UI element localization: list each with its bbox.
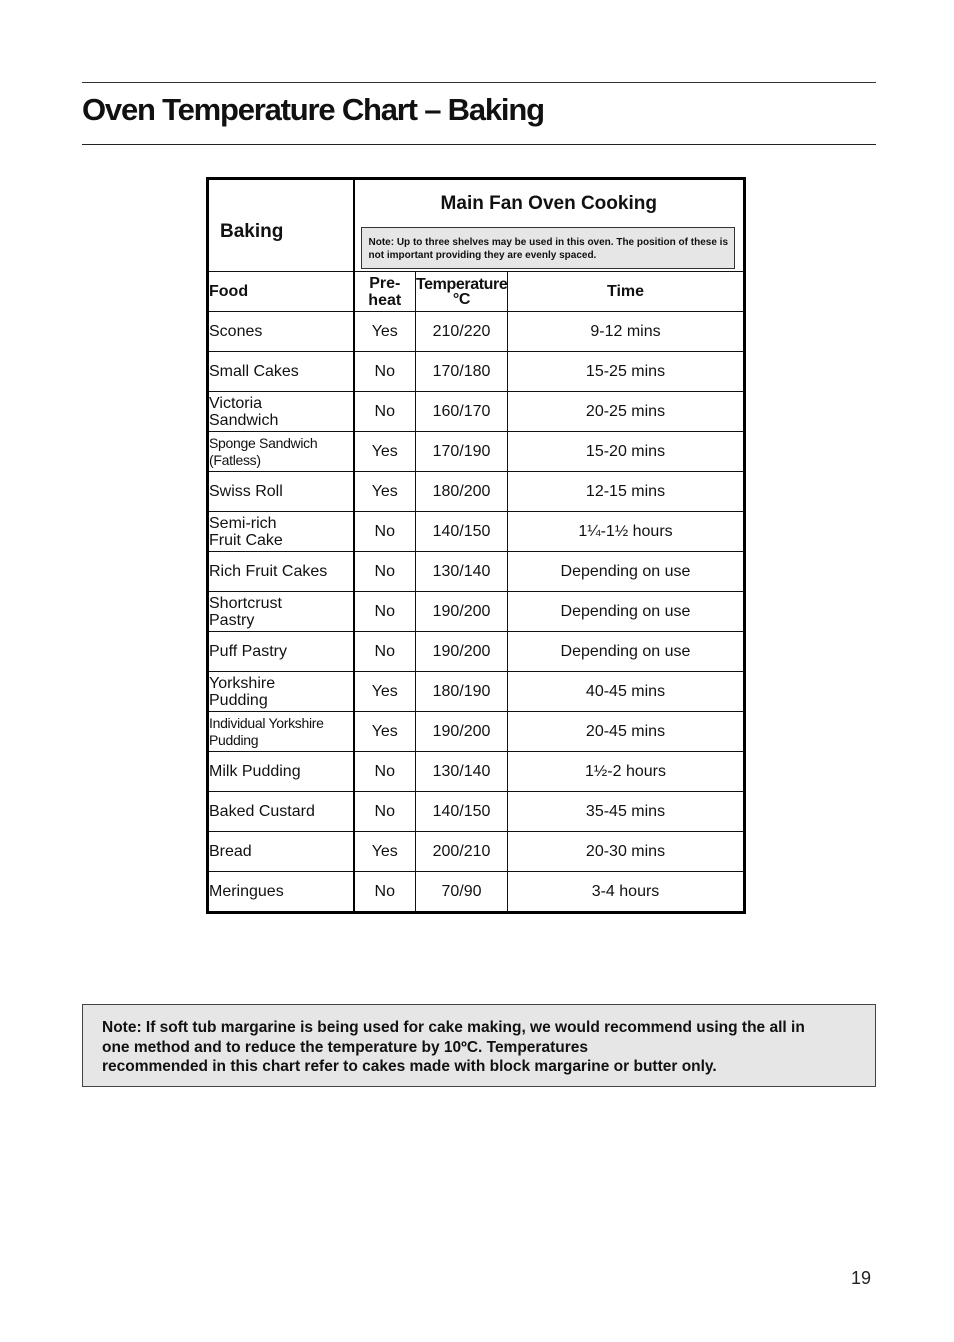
food-cell: Puff Pastry	[208, 632, 354, 672]
footnote-line-3: recommended in this chart refer to cakes made with block margarine or butter only.	[102, 1058, 717, 1075]
food-cell: Meringues	[208, 872, 354, 913]
temperature-cell: 160/170	[416, 392, 508, 432]
preheat-cell: No	[354, 752, 416, 792]
time-cell: 3-4 hours	[508, 872, 745, 913]
temperature-cell: 200/210	[416, 832, 508, 872]
food-cell: Shortcrust Pastry	[208, 592, 354, 632]
time-cell: 20-30 mins	[508, 832, 745, 872]
page-number: 19	[851, 1268, 872, 1288]
food-cell: Sponge Sandwich (Fatless)	[208, 432, 354, 472]
table-row	[208, 752, 745, 792]
margarine-footnote	[82, 1004, 876, 1087]
preheat-cell: Yes	[354, 312, 416, 352]
food-cell: Rich Fruit Cakes	[208, 552, 354, 592]
footnote-line-1: Note: If soft tub margarine is being used for cake making, we would recommend using the all in	[102, 1019, 805, 1036]
table-row	[208, 632, 745, 672]
food-cell: Yorkshire Pudding	[208, 672, 354, 712]
page-title: Oven Temperature Chart – Baking	[82, 92, 544, 127]
table-row	[208, 872, 745, 913]
table-row	[208, 472, 745, 512]
col-header-temperature	[416, 272, 508, 312]
food-cell: Individual Yorkshire Pudding	[208, 712, 354, 752]
table-row	[208, 672, 745, 712]
main-fan-header-cell	[354, 179, 745, 272]
preheat-cell: No	[354, 392, 416, 432]
temperature-cell: 130/140	[416, 752, 508, 792]
temperature-cell: 170/190	[416, 432, 508, 472]
food-cell: Scones	[208, 312, 354, 352]
baking-header-cell	[208, 179, 354, 272]
col-header-time: Time	[508, 272, 745, 312]
temperature-cell: 70/90	[416, 872, 508, 913]
temperature-cell: 180/200	[416, 472, 508, 512]
temperature-cell: 140/150	[416, 512, 508, 552]
preheat-cell: Yes	[354, 432, 416, 472]
temperature-cell: 170/180	[416, 352, 508, 392]
shelf-note: Note: Up to three shelves may be used in this oven. The position of these is not important providing they are evenly spaced.	[361, 227, 736, 269]
time-cell: 12-15 mins	[508, 472, 745, 512]
preheat-cell: Yes	[354, 832, 416, 872]
col-header-temperature-unit: °C	[452, 290, 471, 308]
food-cell: Milk Pudding	[208, 752, 354, 792]
preheat-cell: No	[354, 552, 416, 592]
food-cell: Bread	[208, 832, 354, 872]
baking-label: Baking	[220, 220, 284, 242]
temperature-cell: 140/150	[416, 792, 508, 832]
table-row	[208, 792, 745, 832]
table-row	[208, 352, 745, 392]
preheat-cell: Yes	[354, 672, 416, 712]
time-cell: 20-45 mins	[508, 712, 745, 752]
table-row	[208, 592, 745, 632]
time-cell: 1½-2 hours	[508, 752, 745, 792]
time-cell: 40-45 mins	[508, 672, 745, 712]
preheat-cell: No	[354, 872, 416, 913]
table-row	[208, 712, 745, 752]
temperature-cell: 190/200	[416, 592, 508, 632]
time-cell: Depending on use	[508, 632, 745, 672]
temperature-cell: 130/140	[416, 552, 508, 592]
time-cell: Depending on use	[508, 592, 745, 632]
main-fan-label: Main Fan Oven Cooking	[440, 192, 657, 214]
col-header-preheat	[354, 272, 416, 312]
table-body	[208, 312, 745, 913]
baking-chart-table	[206, 177, 746, 914]
temperature-cell: 190/200	[416, 712, 508, 752]
preheat-cell: No	[354, 592, 416, 632]
time-cell: Depending on use	[508, 552, 745, 592]
column-header-row	[208, 272, 745, 312]
preheat-cell: Yes	[354, 712, 416, 752]
table-row	[208, 312, 745, 352]
food-cell: Baked Custard	[208, 792, 354, 832]
title-rule	[82, 144, 876, 145]
col-header-preheat-text: Pre- heat	[368, 274, 402, 309]
preheat-cell: No	[354, 632, 416, 672]
food-cell: Swiss Roll	[208, 472, 354, 512]
table-row	[208, 432, 745, 472]
time-cell: 20-25 mins	[508, 392, 745, 432]
food-cell: Semi-rich Fruit Cake	[208, 512, 354, 552]
table-row	[208, 392, 745, 432]
footnote-line-2: one method and to reduce the temperature by 10ºC. Temperatures	[102, 1038, 588, 1056]
preheat-cell: No	[354, 792, 416, 832]
time-cell: 15-25 mins	[508, 352, 745, 392]
food-cell: Victoria Sandwich	[208, 392, 354, 432]
food-cell: Small Cakes	[208, 352, 354, 392]
top-rule	[82, 82, 876, 83]
temperature-cell: 180/190	[416, 672, 508, 712]
table-header-top	[208, 179, 745, 272]
table-row	[208, 832, 745, 872]
table-row	[208, 552, 745, 592]
table-row	[208, 512, 745, 552]
preheat-cell: No	[354, 512, 416, 552]
preheat-cell: Yes	[354, 472, 416, 512]
time-cell: 1¼-1½ hours	[508, 512, 745, 552]
time-cell: 15-20 mins	[508, 432, 745, 472]
temperature-cell: 190/200	[416, 632, 508, 672]
temperature-cell: 210/220	[416, 312, 508, 352]
time-cell: 35-45 mins	[508, 792, 745, 832]
col-header-food: Food	[208, 272, 354, 312]
time-cell: 9-12 mins	[508, 312, 745, 352]
preheat-cell: No	[354, 352, 416, 392]
col-header-temperature-label: Temperature	[416, 275, 508, 293]
